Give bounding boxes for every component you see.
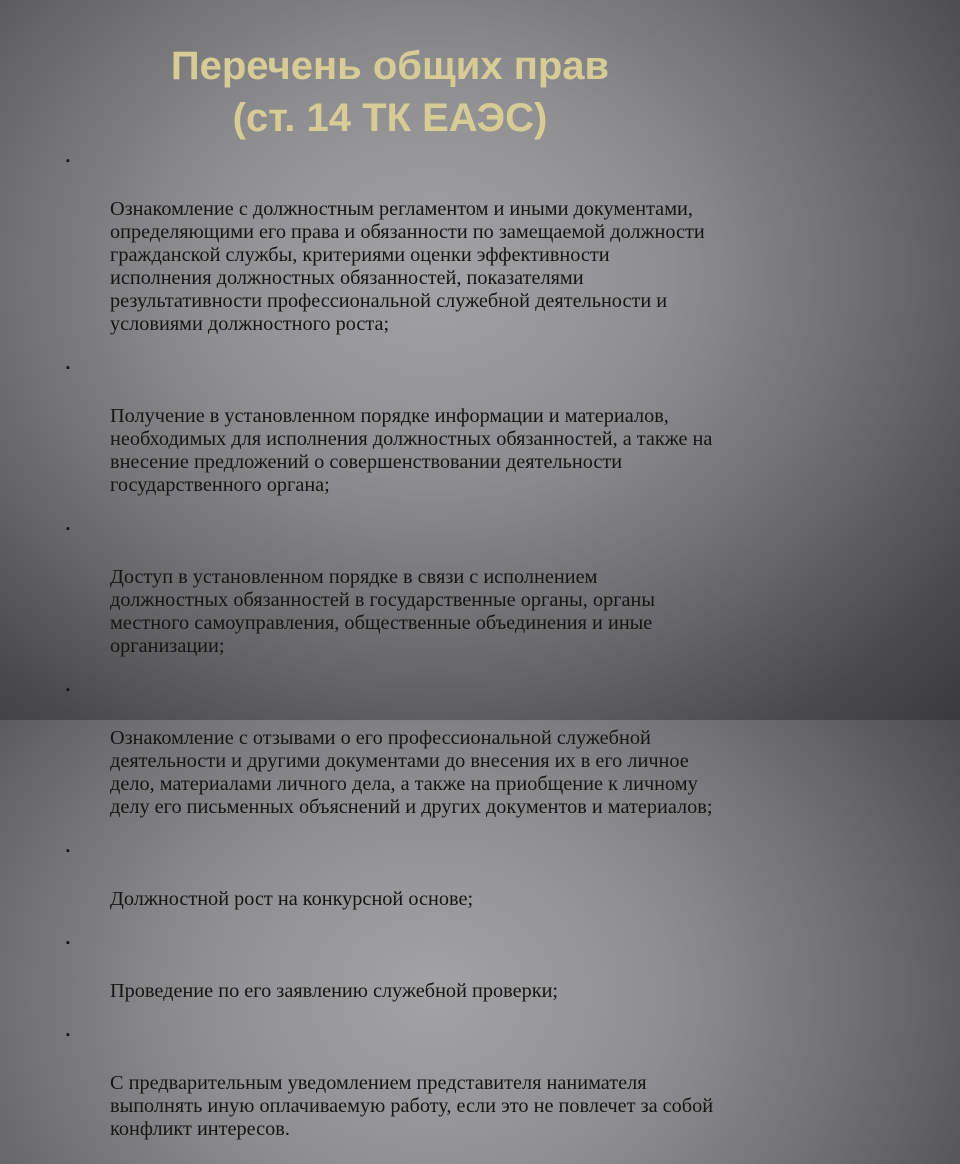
bullet-icon: ▪ — [66, 155, 70, 167]
rights-list — [66, 152, 916, 1164]
list-item — [66, 1026, 916, 1164]
title-line-1: Перечень общих прав — [170, 44, 610, 88]
title-line-2: (ст. 14 ТК ЕАЭС) — [232, 96, 548, 140]
slide-title — [100, 40, 680, 144]
list-item-text: Ознакомление с должностным регламентом и иными документами, определяющими его права и обязанности по замещаемой должности гражданской службы, критериями оценки эффективности исполнения должностных обязанностей, показателями результативности профессиональной служебной деятельности и условиями должностного роста; — [110, 198, 705, 335]
bullet-icon: ▪ — [66, 1029, 70, 1041]
list-item — [66, 934, 916, 1026]
list-item-text: Доступ в установленном порядке в связи с исполнением должностных обязанностей в государственные органы, органы местного самоуправления, общественные объединения и иные организации; — [110, 566, 656, 657]
bullet-icon: ▪ — [66, 523, 70, 535]
list-item — [66, 359, 916, 520]
list-item-text: Ознакомление с отзывами о его профессиональной служебной деятельности и другими документами до внесения их в его личное дело, материалами личного дела, а также на приобщение к личному делу его письменных объяснений и других документов и материалов; — [110, 727, 713, 818]
list-item — [66, 681, 916, 842]
list-item-text: Получение в установленном порядке информации и материалов, необходимых для исполнения должностных обязанностей, а также на внесение предложений о совершенствовании деятельности государственного органа; — [110, 405, 713, 496]
list-item — [66, 520, 916, 681]
bullet-icon: ▪ — [66, 362, 70, 374]
list-item-text: Проведение по его заявлению служебной проверки; — [110, 980, 559, 1002]
bullet-icon: ▪ — [66, 937, 70, 949]
bullet-icon: ▪ — [66, 845, 70, 857]
list-item — [66, 152, 916, 359]
list-item — [66, 842, 916, 934]
list-item-text: Должностной рост на конкурсной основе; — [110, 888, 474, 910]
bullet-icon: ▪ — [66, 684, 70, 696]
list-item-text: С предварительным уведомлением представителя нанимателя выполнять иную оплачиваемую работу, если это не повлечет за собой конфликт интересов. — [110, 1072, 714, 1140]
